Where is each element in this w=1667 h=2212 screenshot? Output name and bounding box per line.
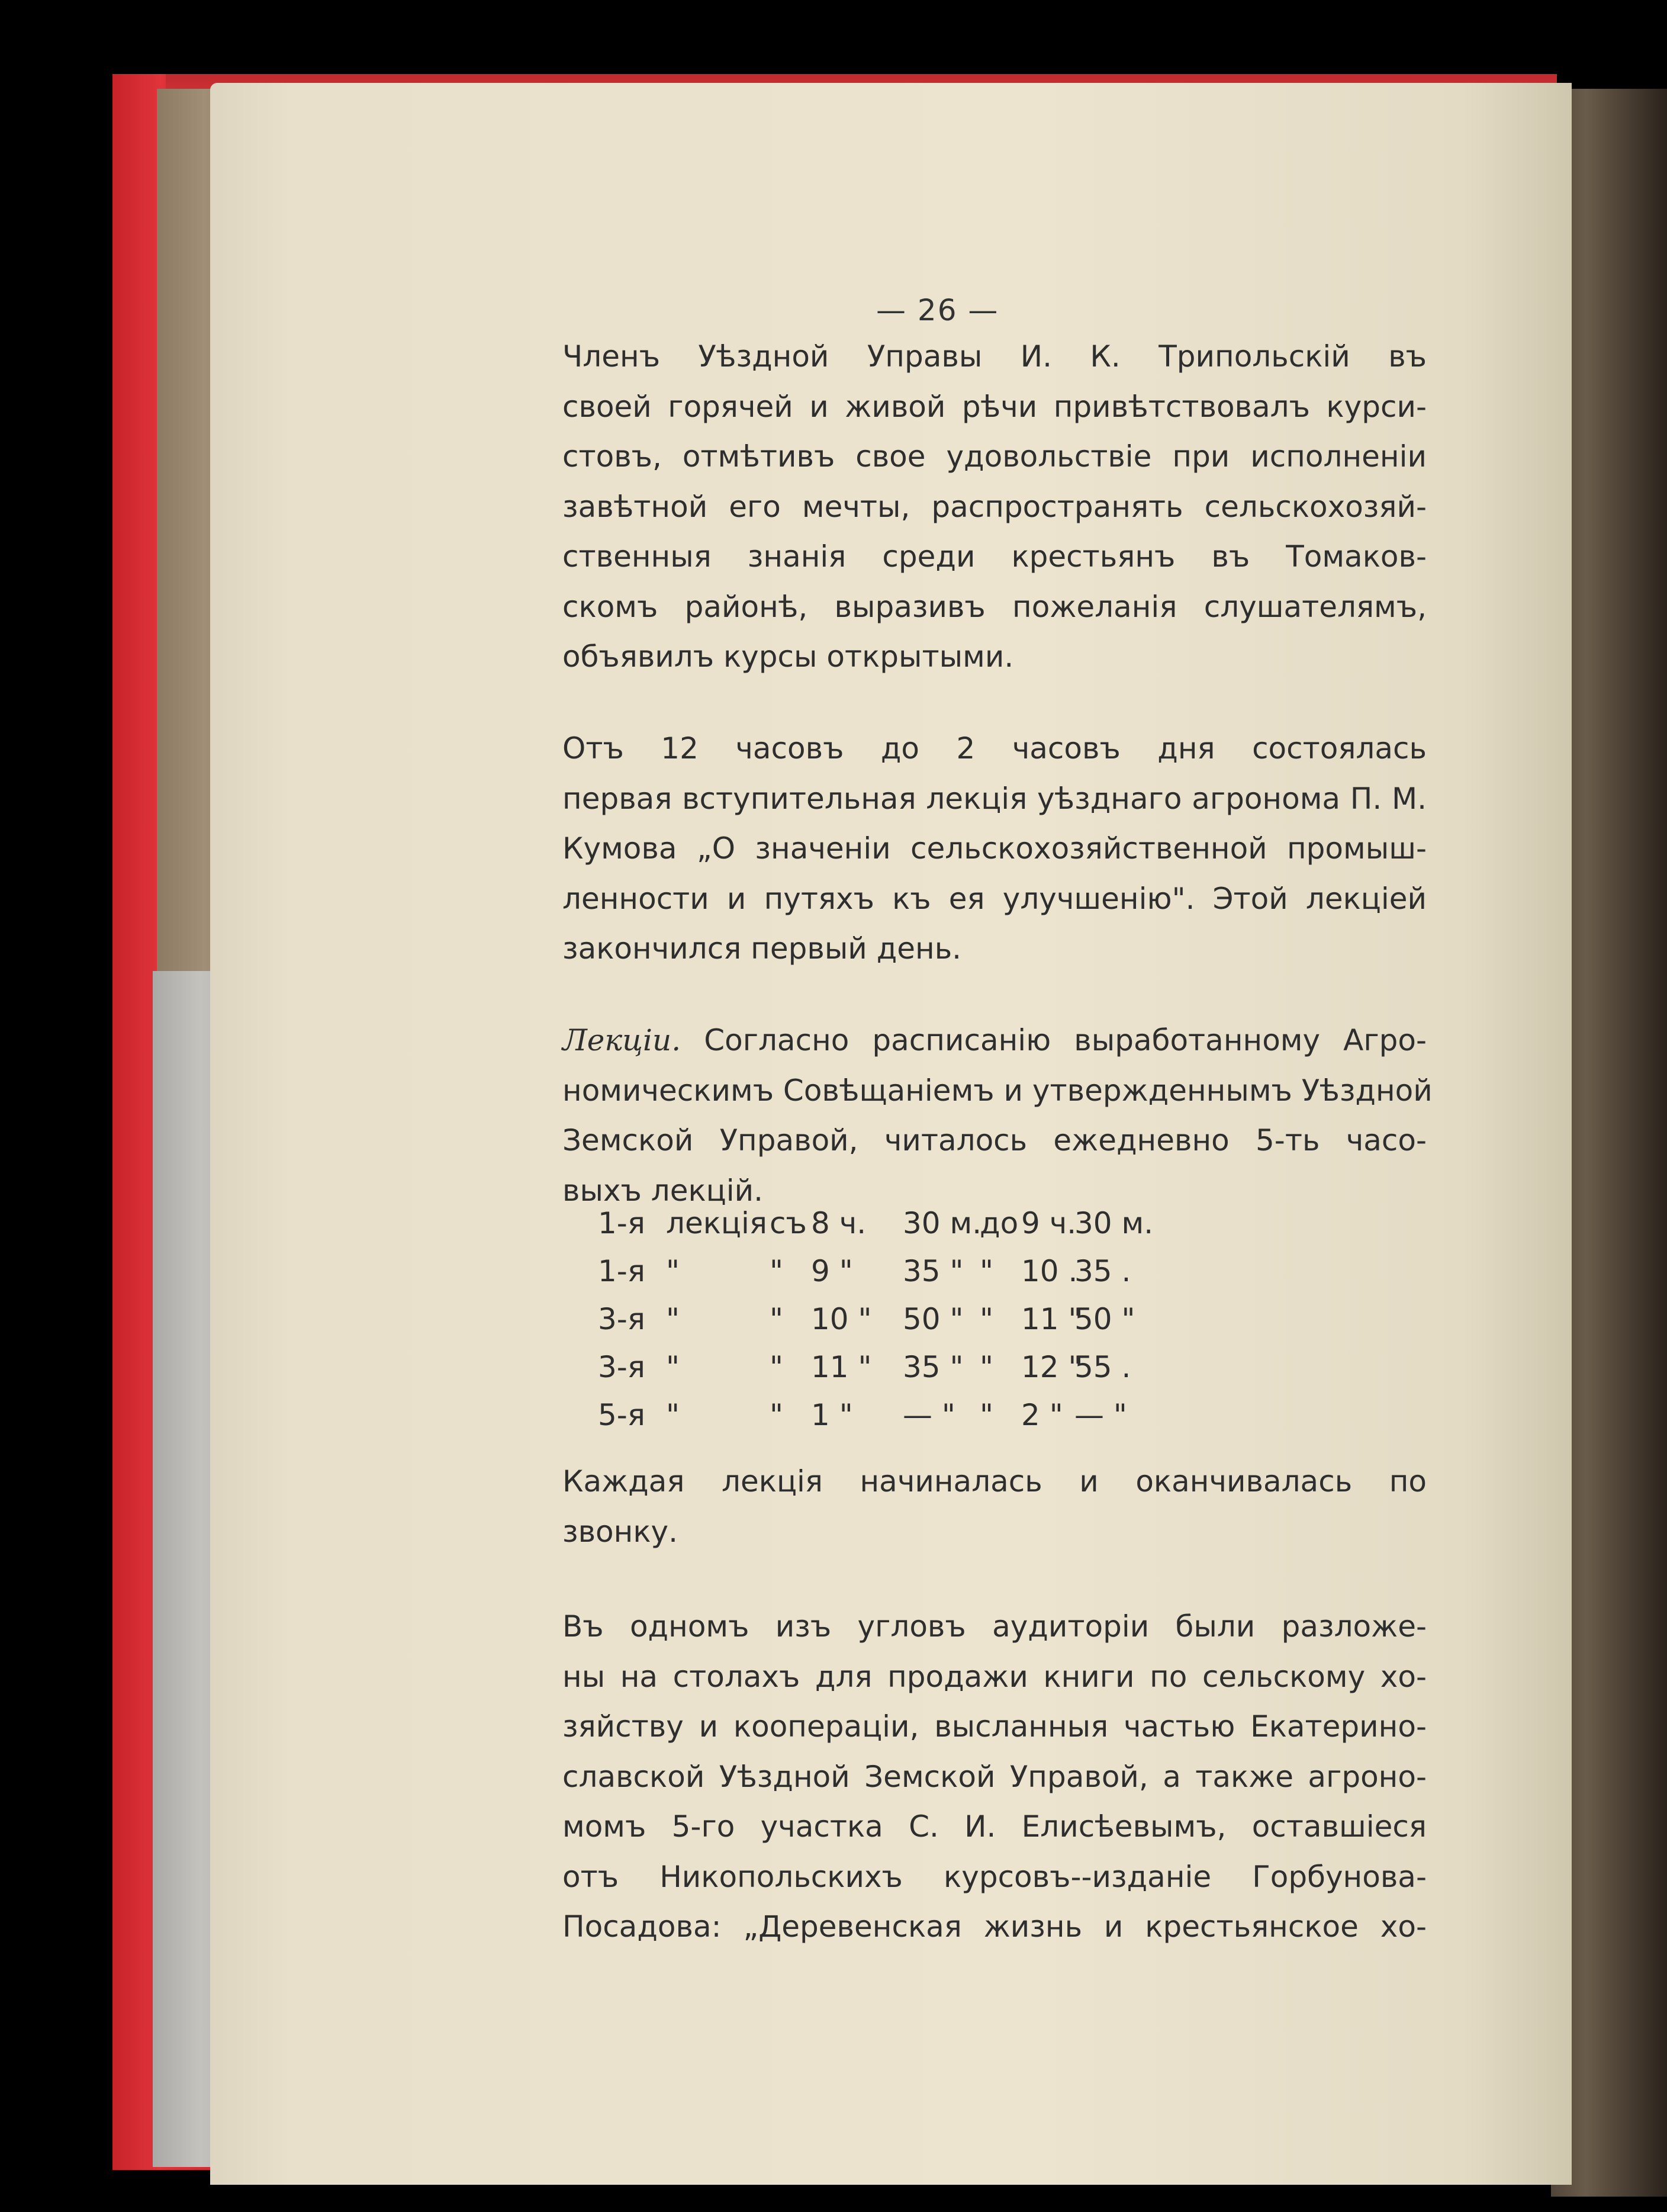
schedule-cell: 11 " [1021,1301,1082,1336]
text-line: Кумова „О значеніи сельскохозяйственной промыш- [562,831,1427,866]
schedule-cell: 8 ч. [811,1205,867,1240]
text-line: своей горячей и живой рѣчи привѣтствовалъ курси- [562,389,1427,424]
schedule-cell: 35 " [903,1349,964,1384]
schedule-cell: 10 . [1021,1253,1078,1288]
text-line: скомъ районѣ, выразивъ пожеланія слушателямъ, [562,589,1427,624]
schedule-row [598,1391,1131,1439]
schedule-cell: " [980,1349,993,1384]
paragraph-1 [562,332,1427,682]
schedule-cell: 1-я [598,1205,645,1240]
schedule-cell: " [770,1349,783,1384]
schedule-cell: 30 м. [903,1205,982,1240]
schedule-cell: " [666,1349,680,1384]
text-line: объявилъ курсы открытыми. [562,639,1014,674]
text-line: завѣтной его мечты, распространять сельскохозяй- [562,489,1427,524]
schedule-cell: " [666,1301,680,1336]
schedule-cell: " [666,1253,680,1288]
schedule-cell: " [666,1397,680,1432]
schedule-cell: 50 " [1074,1301,1135,1336]
text-line: звонку. [562,1514,678,1549]
schedule-cell: 35 " [903,1253,964,1288]
schedule-cell: " [980,1397,993,1432]
schedule-cell: 9 ч. [1021,1205,1077,1240]
schedule-row [598,1295,1135,1343]
schedule-row [598,1343,1131,1391]
schedule-row [598,1247,1131,1295]
schedule-cell: 55 . [1074,1349,1131,1384]
text-line: стовъ, отмѣтивъ свое удовольствіе при исполненіи [562,439,1427,474]
text-line: Земской Управой, читалось ежедневно 5-ть часо- [562,1123,1427,1158]
schedule-cell: — " [903,1397,955,1432]
paragraph-2 [562,724,1427,974]
schedule-cell: — " [1074,1397,1127,1432]
section-lead-lectures: Лекціи. [562,1023,681,1057]
schedule-cell: 1-я [598,1253,645,1288]
schedule-cell: 9 " [811,1253,853,1288]
paragraph-4 [562,1457,1427,1557]
schedule-cell: " [770,1253,783,1288]
page-number: — 26 — [876,293,999,327]
text-line: ственныя знанія среди крестьянъ въ Томаков- [562,539,1427,574]
schedule-row [598,1199,1154,1247]
schedule-cell: " [980,1253,993,1288]
text-line: Каждая лекція начиналась и оканчивалась по [562,1464,1427,1499]
schedule-cell: до [980,1205,1019,1240]
schedule-cell: 35 . [1074,1253,1131,1288]
schedule-cell: " [770,1397,783,1432]
schedule-cell: лекція [666,1205,767,1240]
text-line: первая вступительная лекція уѣзднаго агронома П. М. [562,781,1427,816]
lecture-schedule-table [598,1199,1154,1439]
text-line: выхъ лекцій. [562,1173,763,1208]
schedule-cell: " [770,1301,783,1336]
text-line: ленности и путяхъ къ ея улучшенію". Этой лекціей [562,881,1427,916]
text-line: зяйству и коопераціи, высланныя частью Екатерино- [562,1709,1427,1744]
text-line: момъ 5-го участка С. И. Елисѣевымъ, оставшіеся [562,1809,1427,1844]
text-fragment: Согласно расписанію выработанному Агро- [681,1023,1427,1057]
schedule-cell: 3-я [598,1349,645,1384]
text-line: закончился первый день. [562,931,962,966]
text-line: Въ одномъ изъ угловъ аудиторіи были разложе- [562,1609,1427,1644]
text-line: номическимъ Совѣщаніемъ и утвержденнымъ Уѣздной [562,1073,1433,1108]
text-line: Отъ 12 часовъ до 2 часовъ дня состоялась [562,731,1427,766]
paragraph-5 [562,1602,1427,1952]
schedule-cell: 30 м. [1074,1205,1154,1240]
schedule-cell: " [980,1301,993,1336]
schedule-cell: 11 " [811,1349,872,1384]
text-line: Посадова: „Деревенская жизнь и крестьянское хо- [562,1909,1427,1944]
schedule-cell: 1 " [811,1397,853,1432]
text-line: Членъ Уѣздной Управы И. К. Трипольскій въ [562,339,1427,374]
schedule-cell: съ [770,1205,807,1240]
schedule-cell: 3-я [598,1301,645,1336]
text-line: славской Уѣздной Земской Управой, а также агроно- [562,1759,1427,1794]
schedule-cell: 10 " [811,1301,872,1336]
text-line [562,1015,1427,1066]
text-line: отъ Никопольскихъ курсовъ--изданіе Горбунова- [562,1859,1427,1894]
schedule-cell: 5-я [598,1397,645,1432]
schedule-cell: 2 " [1021,1397,1063,1432]
paragraph-3 [562,1015,1433,1216]
text-line: ны на столахъ для продажи книги по сельскому хо- [562,1659,1427,1694]
schedule-cell: 12 " [1021,1349,1082,1384]
schedule-cell: 50 " [903,1301,964,1336]
